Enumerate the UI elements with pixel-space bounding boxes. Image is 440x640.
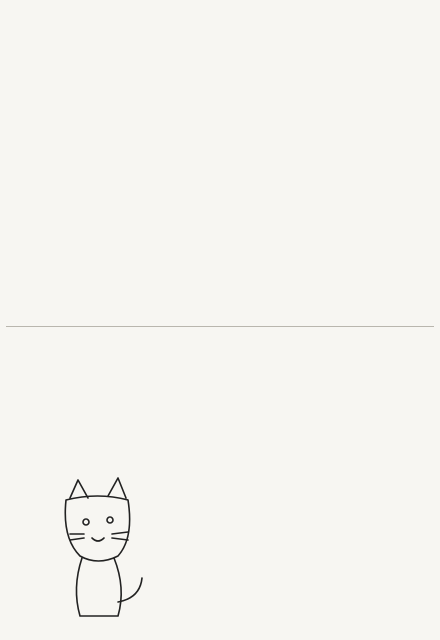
cat-whiskers	[70, 532, 128, 540]
cat-head	[65, 496, 129, 561]
bottom-text-block	[176, 360, 432, 632]
child-drawing	[10, 388, 178, 628]
cat-body	[76, 558, 121, 616]
cat-eye-left	[83, 519, 89, 525]
cat-ear-left	[70, 480, 88, 498]
cat-ear-right	[108, 478, 126, 498]
cat-mouth	[92, 538, 104, 541]
top-text-block	[14, 10, 428, 312]
cat-eye-right	[107, 517, 113, 523]
section-divider	[6, 326, 434, 327]
